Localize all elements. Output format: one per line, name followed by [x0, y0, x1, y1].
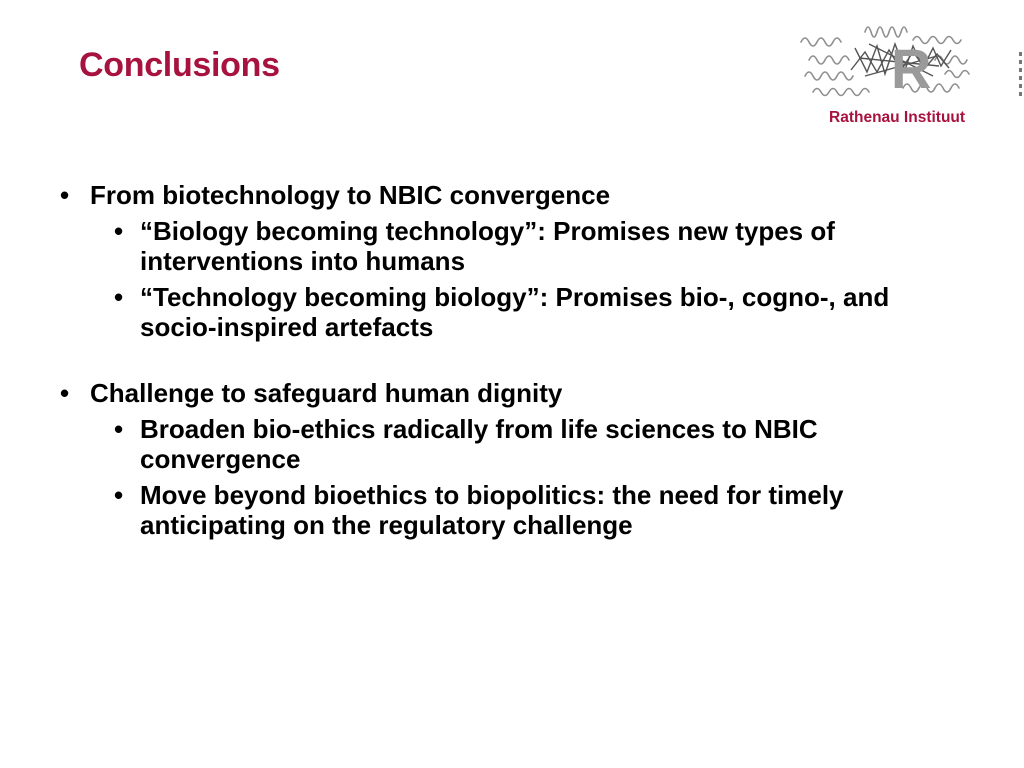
edge-marks [1019, 52, 1024, 100]
sub-bullet-text: “Technology becoming biology”: Promises bio-, cogno-, and socio-inspired artefacts [140, 282, 890, 342]
bullet-icon: • [114, 216, 124, 246]
bullet-icon: • [60, 180, 70, 210]
bullet-text: From biotechnology to NBIC convergence [90, 180, 611, 210]
bullet-text: Challenge to safeguard human dignity [90, 378, 563, 408]
bullet-content [58, 180, 978, 576]
sub-bullet-item [110, 282, 960, 342]
sub-bullet-item [110, 216, 960, 276]
bullet-group [58, 180, 978, 342]
sub-bullet-text: Move beyond bioethics to biopolitics: the need for timely anticipating on the regulatory challenge [140, 480, 844, 540]
bullet-icon: • [60, 378, 70, 408]
bullet-item [58, 180, 978, 211]
bullet-item [58, 378, 978, 409]
bullet-group [58, 378, 978, 540]
sub-bullet-text: Broaden bio-ethics radically from life sciences to NBIC convergence [140, 414, 818, 474]
bullet-icon: • [114, 282, 124, 312]
sub-bullet-list [58, 414, 978, 540]
logo-caption: Rathenau Instituut [829, 109, 966, 126]
sub-bullet-item [110, 414, 960, 474]
svg-text:R: R [891, 37, 932, 100]
bullet-icon: • [114, 480, 124, 510]
rathenau-logo [795, 18, 995, 130]
rathenau-r-icon [795, 18, 995, 106]
bullet-icon: • [114, 414, 124, 444]
sub-bullet-list [58, 216, 978, 342]
sub-bullet-item [110, 480, 960, 540]
sub-bullet-text: “Biology becoming technology”: Promises new types of interventions into humans [140, 216, 835, 276]
slide-title: Conclusions [79, 46, 280, 84]
